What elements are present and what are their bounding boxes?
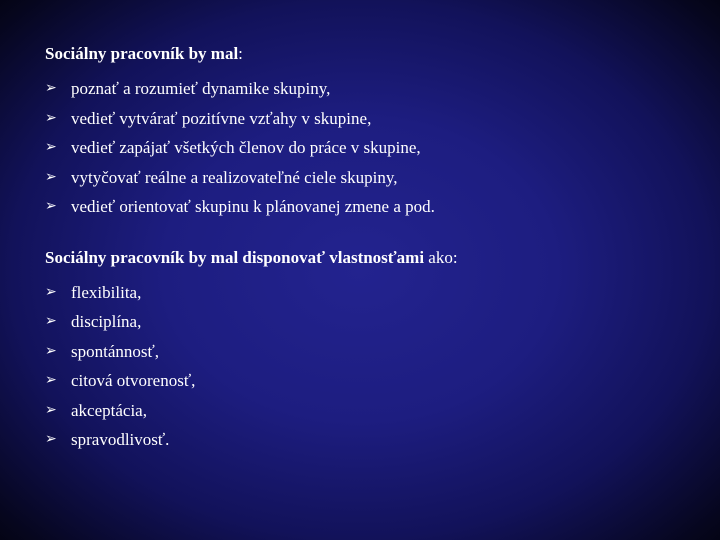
section-duties — [45, 40, 720, 222]
arrow-bullet-icon: ➢ — [45, 401, 57, 418]
heading-rest-text: : — [238, 44, 243, 63]
list-item — [45, 133, 720, 163]
qualities-list — [45, 278, 720, 455]
section-qualities-heading — [45, 244, 720, 272]
arrow-bullet-icon: ➢ — [45, 283, 57, 300]
list-item — [45, 104, 720, 134]
list-item — [45, 396, 720, 426]
arrow-bullet-icon: ➢ — [45, 342, 57, 359]
list-item-text: poznať a rozumieť dynamike skupiny, — [71, 79, 331, 98]
arrow-bullet-icon: ➢ — [45, 80, 57, 96]
duties-list — [45, 74, 720, 222]
list-item-text: vedieť zapájať všetkých členov do práce v skupine, — [71, 138, 421, 157]
arrow-bullet-icon: ➢ — [45, 431, 57, 447]
arrow-bullet-icon: ➢ — [45, 139, 57, 155]
list-item — [45, 425, 720, 455]
list-item — [45, 192, 720, 222]
section-qualities — [45, 244, 720, 455]
arrow-bullet-icon: ➢ — [45, 109, 57, 126]
list-item — [45, 74, 720, 104]
list-item-text: akceptácia, — [71, 400, 147, 420]
list-item — [45, 163, 720, 193]
list-item-text: vedieť vytvárať pozitívne vzťahy v skupine, — [71, 108, 372, 128]
list-item — [45, 278, 720, 308]
list-item-text: flexibilita, — [71, 282, 142, 302]
arrow-bullet-icon: ➢ — [45, 372, 57, 388]
arrow-bullet-icon: ➢ — [45, 198, 57, 214]
list-item-text: vedieť orientovať skupinu k plánovanej zmene a pod. — [71, 197, 435, 216]
heading-bold-text: Sociálny pracovník by mal — [45, 44, 239, 63]
list-item-text: citová otvorenosť, — [71, 371, 196, 390]
list-item-text: disciplína, — [71, 312, 142, 331]
heading-bold-text: Sociálny pracovník by mal disponovať vlastnosťami — [45, 247, 425, 267]
list-item-text: spravodlivosť. — [71, 430, 170, 449]
list-item-text: vytyčovať reálne a realizovateľné ciele skupiny, — [71, 167, 398, 187]
arrow-bullet-icon: ➢ — [45, 168, 57, 185]
list-item — [45, 337, 720, 367]
arrow-bullet-icon: ➢ — [45, 313, 57, 329]
section-duties-heading — [45, 40, 720, 68]
list-item — [45, 307, 720, 337]
heading-rest-text: ako: — [424, 247, 458, 267]
list-item — [45, 366, 720, 396]
list-item-text: spontánnosť, — [71, 341, 160, 361]
